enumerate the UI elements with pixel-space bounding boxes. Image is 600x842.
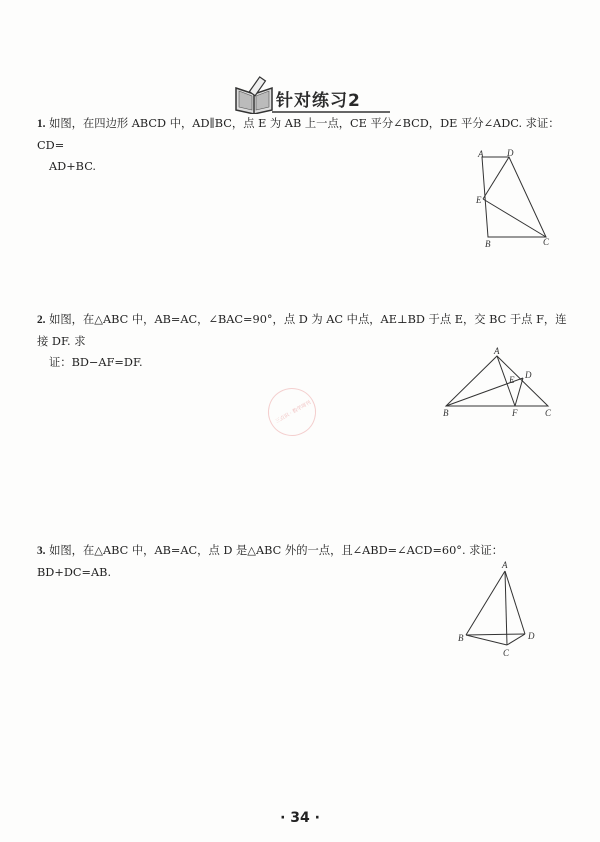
problem-text-continued: 证：BD−AF=DF. [49, 356, 143, 369]
label-d: D [507, 148, 514, 158]
label-c: C [543, 237, 550, 247]
problem-text: 如图，在四边形 ABCD 中，AD∥BC，点 E 为 AB 上一点，CE 平分∠BCD，DE 平分∠ADC. 求证：CD= [37, 117, 560, 152]
label-d: D [528, 631, 535, 641]
label-d: D [525, 370, 532, 380]
problem-number: 2. [37, 314, 46, 326]
problem-text: 如图，在△ABC 中，AB=AC，点 D 是△ABC 外的一点，且∠ABD=∠ACD=60°. 求证：BD+DC=AB. [37, 544, 504, 579]
stamp-text: 三点识 · 数学周刊 [274, 399, 313, 425]
label-a: A [502, 560, 508, 570]
label-c: C [545, 408, 552, 418]
section-title: 针对练习2 [276, 91, 361, 111]
label-a: A [478, 149, 484, 159]
label-e: E [476, 195, 482, 205]
label-b: B [458, 633, 464, 643]
label-b: B [443, 408, 449, 418]
problem-number: 3. [37, 545, 46, 557]
label-a: A [494, 346, 500, 356]
problem-number: 1. [37, 118, 46, 130]
label-e: E [509, 375, 515, 385]
label-f: F [512, 408, 518, 418]
problem-text-continued: AD+BC. [49, 160, 97, 173]
page-number: · 34 · [280, 810, 320, 826]
label-c: C [503, 648, 510, 658]
label-b: B [485, 239, 491, 249]
problem-text: 如图，在△ABC 中，AB=AC，∠BAC=90°，点 D 为 AC 中点，AE⊥BD 于点 E，交 BC 于点 F，连接 DF. 求 [37, 313, 567, 348]
